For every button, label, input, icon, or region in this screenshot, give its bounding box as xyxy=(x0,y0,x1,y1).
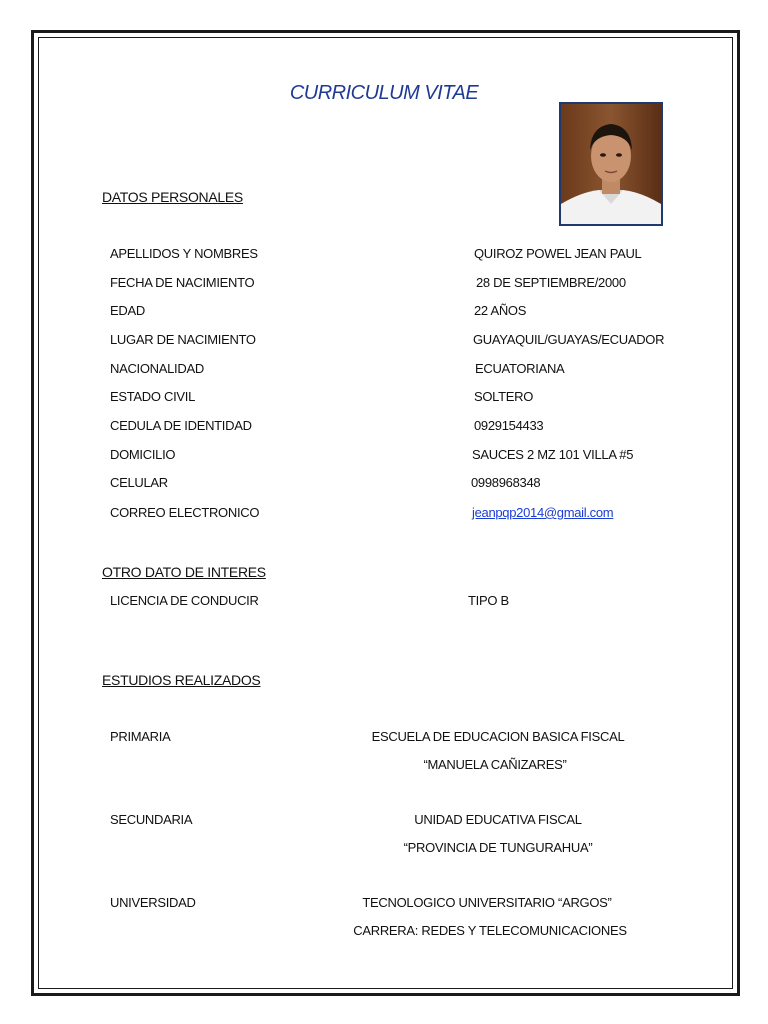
value-licencia: TIPO B xyxy=(468,593,509,608)
document-title: CURRICULUM VITAE xyxy=(289,82,479,104)
value-cedula: 0929154433 xyxy=(474,418,544,433)
label-secundaria: SECUNDARIA xyxy=(110,812,193,827)
secundaria-school-line1: UNIDAD EDUCATIVA FISCAL xyxy=(414,812,582,827)
label-edad: EDAD xyxy=(110,303,145,318)
value-fecha-nacimiento: 28 DE SEPTIEMBRE/2000 xyxy=(476,275,626,290)
primaria-school-line1: ESCUELA DE EDUCACION BASICA FISCAL xyxy=(371,729,625,744)
value-apellidos: QUIROZ POWEL JEAN PAUL xyxy=(474,246,642,261)
section-otro-dato: OTRO DATO DE INTERES xyxy=(102,564,266,580)
label-licencia: LICENCIA DE CONDUCIR xyxy=(110,593,259,608)
label-nacionalidad: NACIONALIDAD xyxy=(110,361,204,376)
label-fecha-nacimiento: FECHA DE NACIMIENTO xyxy=(110,275,255,290)
primaria-school-line2: “MANUELA CAÑIZARES” xyxy=(423,757,567,772)
portrait-image xyxy=(561,104,661,224)
secundaria-school-line2: “PROVINCIA DE TUNGURAHUA” xyxy=(403,840,593,855)
label-primaria: PRIMARIA xyxy=(110,729,171,744)
value-nacionalidad: ECUATORIANA xyxy=(475,361,565,376)
label-celular: CELULAR xyxy=(110,475,168,490)
universidad-line2: CARRERA: REDES Y TELECOMUNICACIONES xyxy=(353,923,627,938)
value-lugar-nacimiento: GUAYAQUIL/GUAYAS/ECUADOR xyxy=(473,332,665,347)
section-datos-personales: DATOS PERSONALES xyxy=(102,189,243,205)
section-estudios: ESTUDIOS REALIZADOS xyxy=(102,672,261,688)
label-apellidos: APELLIDOS Y NOMBRES xyxy=(110,246,258,261)
label-domicilio: DOMICILIO xyxy=(110,447,176,462)
value-domicilio: SAUCES 2 MZ 101 VILLA #5 xyxy=(472,447,634,462)
email-link[interactable]: jeanpqp2014@gmail.com xyxy=(472,505,614,520)
label-estado-civil: ESTADO CIVIL xyxy=(110,389,196,404)
label-cedula: CEDULA DE IDENTIDAD xyxy=(110,418,252,433)
value-celular: 0998968348 xyxy=(471,475,541,490)
label-universidad: UNIVERSIDAD xyxy=(110,895,196,910)
label-lugar-nacimiento: LUGAR DE NACIMIENTO xyxy=(110,332,256,347)
profile-photo xyxy=(559,102,663,226)
value-edad: 22 AÑOS xyxy=(474,303,527,318)
label-correo: CORREO ELECTRONICO xyxy=(110,505,260,520)
value-estado-civil: SOLTERO xyxy=(474,389,534,404)
universidad-line1: TECNOLOGICO UNIVERSITARIO “ARGOS” xyxy=(362,895,612,910)
